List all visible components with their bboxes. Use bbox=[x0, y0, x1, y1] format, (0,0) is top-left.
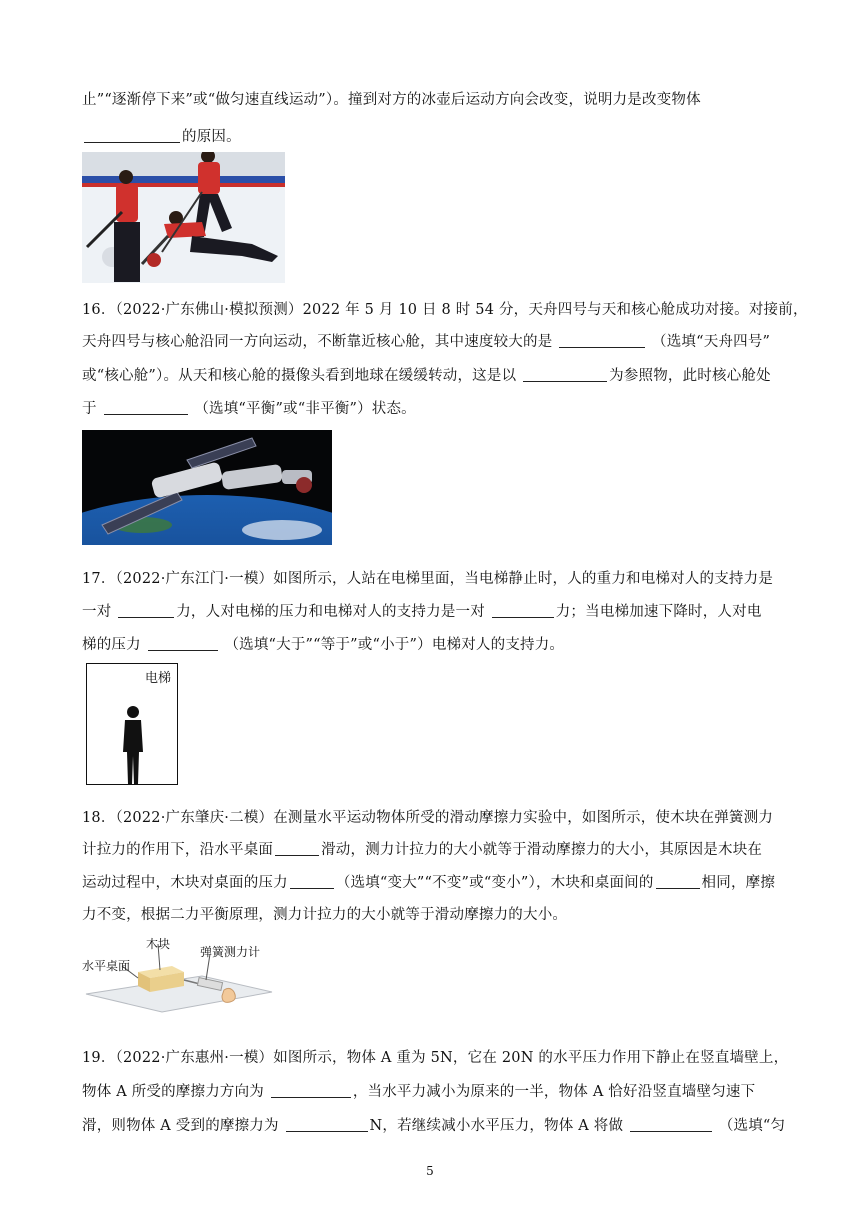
q19-text: 物体 A 所受的摩擦力方向为 bbox=[82, 1084, 264, 1100]
q18-text: 相同，摩擦 bbox=[701, 875, 776, 891]
q16-text: 天舟四号与核心舱沿同一方向运动，不断靠近核心舱，其中速度较大的是 bbox=[82, 334, 553, 350]
q19-text: （选填“匀 bbox=[718, 1118, 786, 1134]
q18-text: 滑动，测力计拉力的大小就等于滑动摩擦力的大小，其原因是木块在 bbox=[321, 842, 763, 858]
table-label: 水平桌面 bbox=[82, 959, 131, 973]
q16-text: 于 bbox=[82, 401, 97, 417]
q16-text: 为参照物，此时核心舱处 bbox=[609, 368, 771, 384]
q15-text: 的原因。 bbox=[182, 129, 241, 145]
q18-line-1: 18．（2022·广东肇庆·二模）在测量水平运动物体所受的滑动摩擦力实验中，如图所示，使木块在弹簧测力 bbox=[82, 810, 774, 826]
elevator-figure bbox=[86, 663, 178, 785]
q19-line-3 bbox=[82, 1114, 785, 1135]
q18-line-4: 力不变，根据二力平衡原理，测力计拉力的大小就等于滑动摩擦力的大小。 bbox=[82, 907, 568, 923]
q19-text: ，当水平力减小为原来的一半，物体 A 恰好沿竖直墙壁匀速下 bbox=[352, 1084, 756, 1100]
answer-blank[interactable] bbox=[118, 603, 174, 618]
q18-text: 运动过程中，木块对桌面的压力 bbox=[82, 875, 288, 891]
q18-text: （选填“变大”“不变”或“变小”），木块和桌面间的 bbox=[335, 875, 654, 891]
q18-text: 计拉力的作用下，沿水平桌面 bbox=[82, 842, 274, 858]
answer-blank[interactable] bbox=[656, 874, 700, 889]
answer-blank[interactable] bbox=[286, 1117, 368, 1132]
q16-line-2 bbox=[82, 330, 770, 351]
elevator-label: 电梯 bbox=[144, 671, 171, 686]
q16-line-1: 16．（2022·广东佛山·模拟预测）2022 年 5 月 10 日 8 时 54 分，天舟四号与天和核心舱成功对接。对接前， bbox=[82, 302, 808, 318]
q17-line-2 bbox=[82, 600, 762, 621]
q17-line-3 bbox=[82, 633, 564, 654]
page-number: 5 bbox=[426, 1164, 434, 1178]
q16-text: （选填“天舟四号” bbox=[652, 334, 771, 350]
q19-line-2 bbox=[82, 1080, 755, 1101]
q18-line-2 bbox=[82, 838, 762, 859]
q15-line-2 bbox=[82, 125, 241, 146]
q15-line-1: 止”“逐渐停下来”或“做匀速直线运动”）。撞到对方的冰壶后运动方向会改变，说明力是改变物体 bbox=[82, 92, 701, 108]
person-icon bbox=[87, 664, 178, 785]
q19-text: N，若继续减小水平压力，物体 A 将做 bbox=[369, 1118, 624, 1134]
q16-text: 或“核心舱”）。从天和核心舱的摄像头看到地球在缓缓转动，这是以 bbox=[82, 368, 517, 384]
q17-text: 力，人对电梯的压力和电梯对人的支持力是一对 bbox=[176, 604, 485, 620]
q17-line-1: 17．（2022·广东江门·一模）如图所示，人站在电梯里面，当电梯静止时，人的重力和电梯对人的支持力是 bbox=[82, 571, 774, 587]
block-label: 木块 bbox=[146, 937, 171, 951]
q17-text: 力；当电梯加速下降时，人对电 bbox=[555, 604, 762, 620]
q19-line-1: 19．（2022·广东惠州·一模）如图所示，物体 A 重为 5N，它在 20N 的水平压力作用下静止在竖直墙壁上， bbox=[82, 1050, 789, 1066]
answer-blank[interactable] bbox=[492, 603, 554, 618]
answer-blank[interactable] bbox=[630, 1117, 712, 1132]
q16-line-3 bbox=[82, 364, 771, 385]
q16-line-4 bbox=[82, 397, 416, 418]
answer-blank[interactable] bbox=[271, 1083, 351, 1098]
answer-blank[interactable] bbox=[84, 128, 180, 143]
answer-blank[interactable] bbox=[148, 636, 218, 651]
q17-text: 梯的压力 bbox=[82, 637, 141, 653]
q19-text: 滑，则物体 A 受到的摩擦力为 bbox=[82, 1118, 279, 1134]
q17-text: （选填“大于”“等于”或“小于”）电梯对人的支持力。 bbox=[224, 637, 565, 653]
q18-line-3 bbox=[82, 871, 775, 892]
spring-meter-label: 弹簧测力计 bbox=[200, 945, 261, 959]
answer-blank[interactable] bbox=[275, 841, 319, 856]
q17-text: 一对 bbox=[82, 604, 112, 620]
answer-blank[interactable] bbox=[104, 400, 188, 415]
friction-experiment-figure bbox=[82, 932, 282, 1018]
answer-blank[interactable] bbox=[523, 367, 607, 382]
curling-photo bbox=[82, 152, 285, 283]
answer-blank[interactable] bbox=[559, 333, 645, 348]
q16-text: （选填“平衡”或“非平衡”）状态。 bbox=[194, 401, 416, 417]
answer-blank[interactable] bbox=[290, 874, 334, 889]
space-station-photo bbox=[82, 430, 332, 545]
